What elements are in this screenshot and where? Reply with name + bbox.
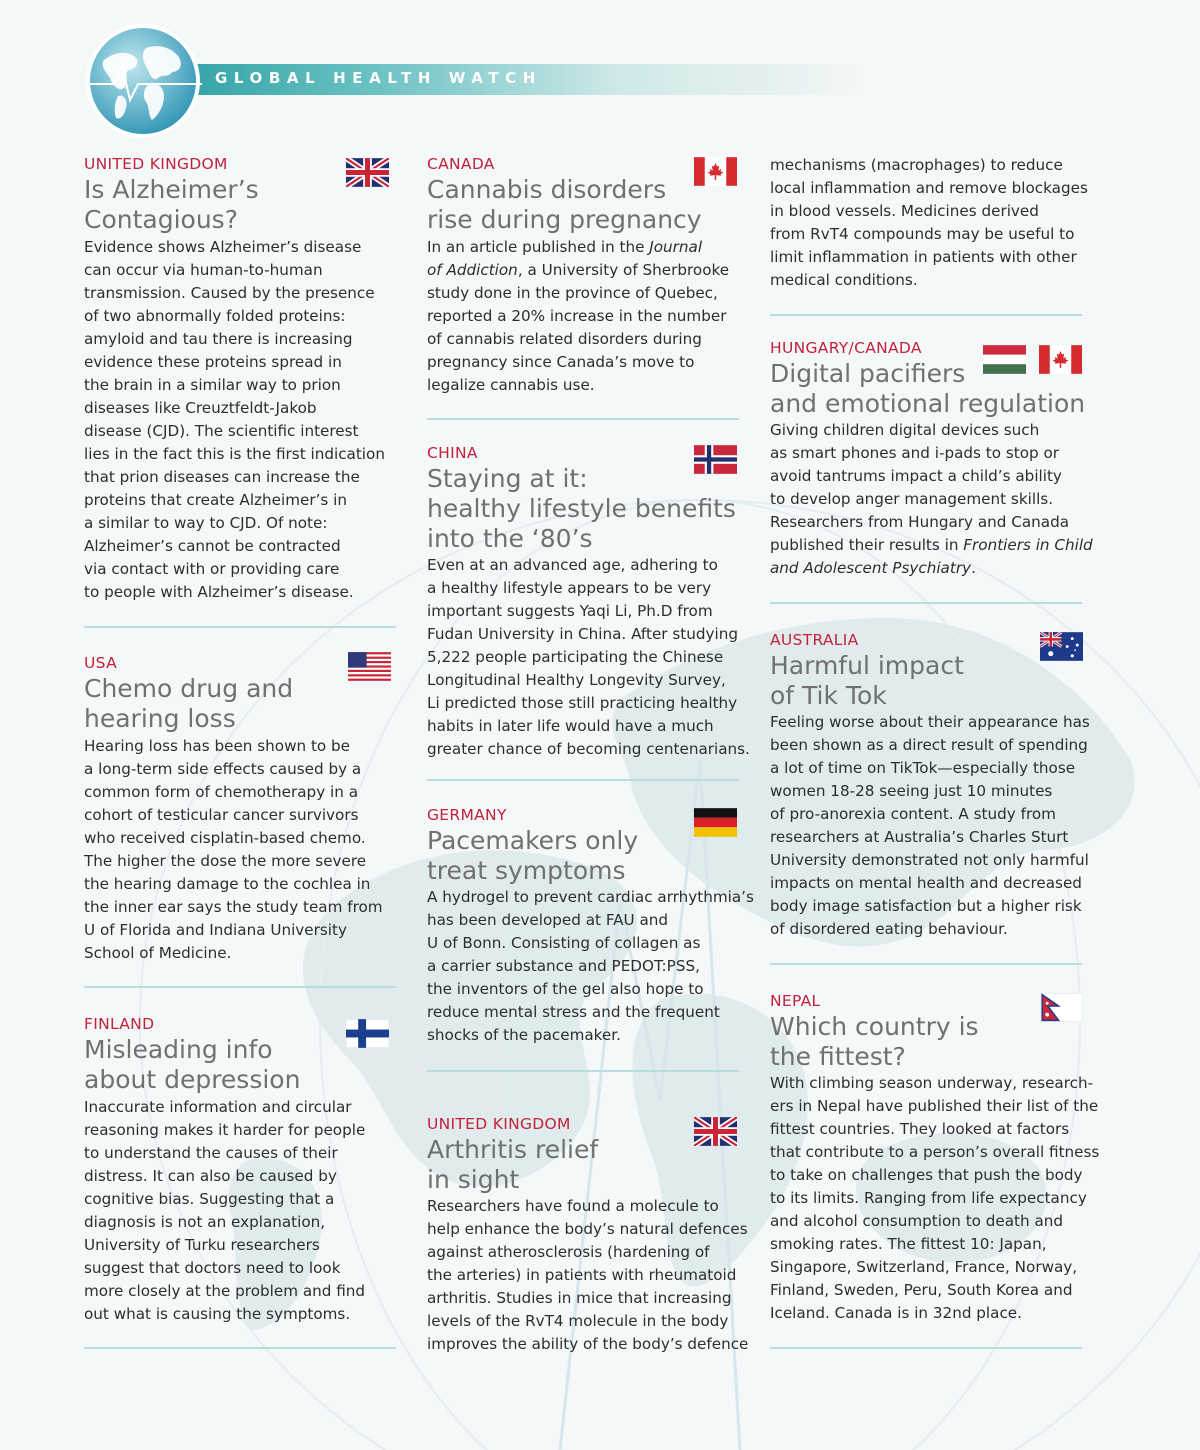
norway-flag-icon: [694, 445, 737, 474]
article-body: Evidence shows Alzheimer’s disease can occur via human-to-human transmission. Caused by the presence of two abnormally folded proteins: amyloid and tau there is increasing evidence these proteins spread in the brain in a similar way to prion diseases like Creuztfeldt-Jakob disease (CJD). The scientific interest lies in the fact this is the first indication that prion diseases can increase the proteins that create Alzheimer’s in a similar to way to CJD. Of note: Alzheimer’s cannot be contracted via contact with or providing care to people with Alzheimer’s disease.: [84, 238, 385, 601]
usa-flag-icon: [348, 652, 391, 681]
article-country: UNITED KINGDOM: [427, 1115, 571, 1133]
article-country: CANADA: [427, 155, 495, 173]
divider: [84, 626, 396, 628]
divider: [770, 314, 1082, 316]
article-body: With climbing season underway, research- ers in Nepal have published their list of the fittest countries. They looked at factors that contribute to a person’s overall fitness to take on challenges that push the body to its limits. Ranging from life expectancy and alcohol consumption to death and smoking rates. The fittest 10: Japan, Singapore, Switzerland, France, Norway, Finland, Sweden, Peru, South Korea and Iceland. Canada is in 32nd place.: [770, 1074, 1100, 1322]
article-body: mechanisms (macrophages) to reduce local inflammation and remove blockages in blood vessels. Medicines derived from RvT4 compounds may be useful to limit inflammation in patients with other medical conditions.: [770, 156, 1088, 289]
divider: [770, 602, 1082, 604]
article-body: Inaccurate information and circular reasoning makes it harder for people to understand the causes of their distress. It can also be caused by cognitive bias. Suggesting that a diagnosis is not an explanation, University of Turku researchers suggest that doctors need to look more closely at the problem and find out what is causing the symptoms.: [84, 1098, 366, 1323]
divider: [84, 986, 396, 988]
article-country: CHINA: [427, 444, 478, 462]
article-body: Researchers have found a molecule to help enhance the body’s natural defences against atherosclerosis (hardening of the arteries) in patients with rheumatoid arthritis. Studies in mice that increasing levels of the RvT4 molecule in the body improves the ability of the body’s defence: [427, 1197, 749, 1353]
article-country: USA: [84, 654, 117, 672]
article-body: In an article published in the Journal of Addiction, a University of Sherbrooke study done in the province of Quebec, reported a 20% increase in the number of cannabis related disorders during pregnancy since Canada’s move to legalize cannabis use.: [427, 238, 730, 394]
article-headline: Harmful impact of Tik Tok: [770, 651, 964, 710]
hungary-flag-icon: [983, 345, 1026, 374]
article-headline: Misleading info about depression: [84, 1035, 301, 1094]
section-title: GLOBAL HEALTH WATCH: [215, 69, 542, 87]
article-country: FINLAND: [84, 1015, 155, 1033]
germany-flag-icon: [694, 808, 737, 837]
divider: [427, 779, 739, 781]
article-headline: Chemo drug and hearing loss: [84, 674, 294, 733]
article-headline: Digital pacifiers and emotional regulation: [770, 359, 1086, 418]
article-headline: Which country is the fittest?: [770, 1012, 979, 1071]
article-headline: Is Alzheimer’s Contagious?: [84, 175, 259, 234]
nepal-flag-icon: [1040, 993, 1083, 1022]
article-body: Hearing loss has been shown to be a long-term side effects caused by a common form of chemotherapy in a cohort of testicular cancer survivors who received cisplatin-based chemo. The higher the dose the more severe the hearing damage to the cochlea in the inner ear says the study team from U of Florida and Indiana University School of Medicine.: [84, 737, 383, 962]
article-body: Feeling worse about their appearance has been shown as a direct result of spending a lot of time on TikTok—especially those women 18-28 seeing just 10 minutes of pro-anorexia content. A study from researchers at Australia’s Charles Sturt University demonstrated not only harmful impacts on mental health and decreased body image satisfaction but a higher risk of disordered eating behaviour.: [770, 713, 1090, 938]
divider: [427, 1070, 739, 1072]
article-headline: Staying at it: healthy lifestyle benefits into the ‘80’s: [427, 464, 736, 553]
globe-icon: [84, 22, 202, 140]
article-body: Giving children digital devices such as smart phones and i-pads to stop or avoid tantrums impact a child’s ability to develop anger management skills. Researchers from Hungary and Canada published their results in Frontiers in Child and Adolescent Psychiatry.: [770, 421, 1093, 577]
canada-flag-icon: [694, 157, 737, 186]
finland-flag-icon: [346, 1019, 389, 1048]
divider: [770, 963, 1082, 965]
divider: [84, 1347, 396, 1349]
divider: [770, 1347, 1082, 1349]
article-country: NEPAL: [770, 992, 821, 1010]
australia-flag-icon: [1040, 632, 1083, 661]
article-headline: Pacemakers only treat symptoms: [427, 826, 639, 885]
article-headline: Arthritis relief in sight: [427, 1135, 599, 1194]
uk-flag-icon: [694, 1117, 737, 1146]
article-body: A hydrogel to prevent cardiac arrhythmia’s has been developed at FAU and U of Bonn. Consisting of collagen as a carrier substance and PEDOT:PSS, the inventors of the gel also hope to reduce mental stress and the frequent shocks of the pacemaker.: [427, 888, 754, 1044]
article-country: UNITED KINGDOM: [84, 155, 228, 173]
article-body: Even at an advanced age, adhering to a healthy lifestyle appears to be very important suggests Yaqi Li, Ph.D from Fudan University in China. After studying 5,222 people participating the Chinese Longitudinal Healthy Longevity Survey, Li predicted those still practicing healthy habits in later life would have a much greater chance of becoming centenarians.: [427, 556, 750, 758]
uk-flag-icon: [346, 158, 389, 187]
canada-flag-icon: [1039, 345, 1082, 374]
article-country: HUNGARY/CANADA: [770, 339, 922, 357]
divider: [427, 418, 739, 420]
article-country: AUSTRALIA: [770, 631, 859, 649]
article-headline: Cannabis disorders rise during pregnancy: [427, 175, 702, 234]
article-country: GERMANY: [427, 806, 507, 824]
